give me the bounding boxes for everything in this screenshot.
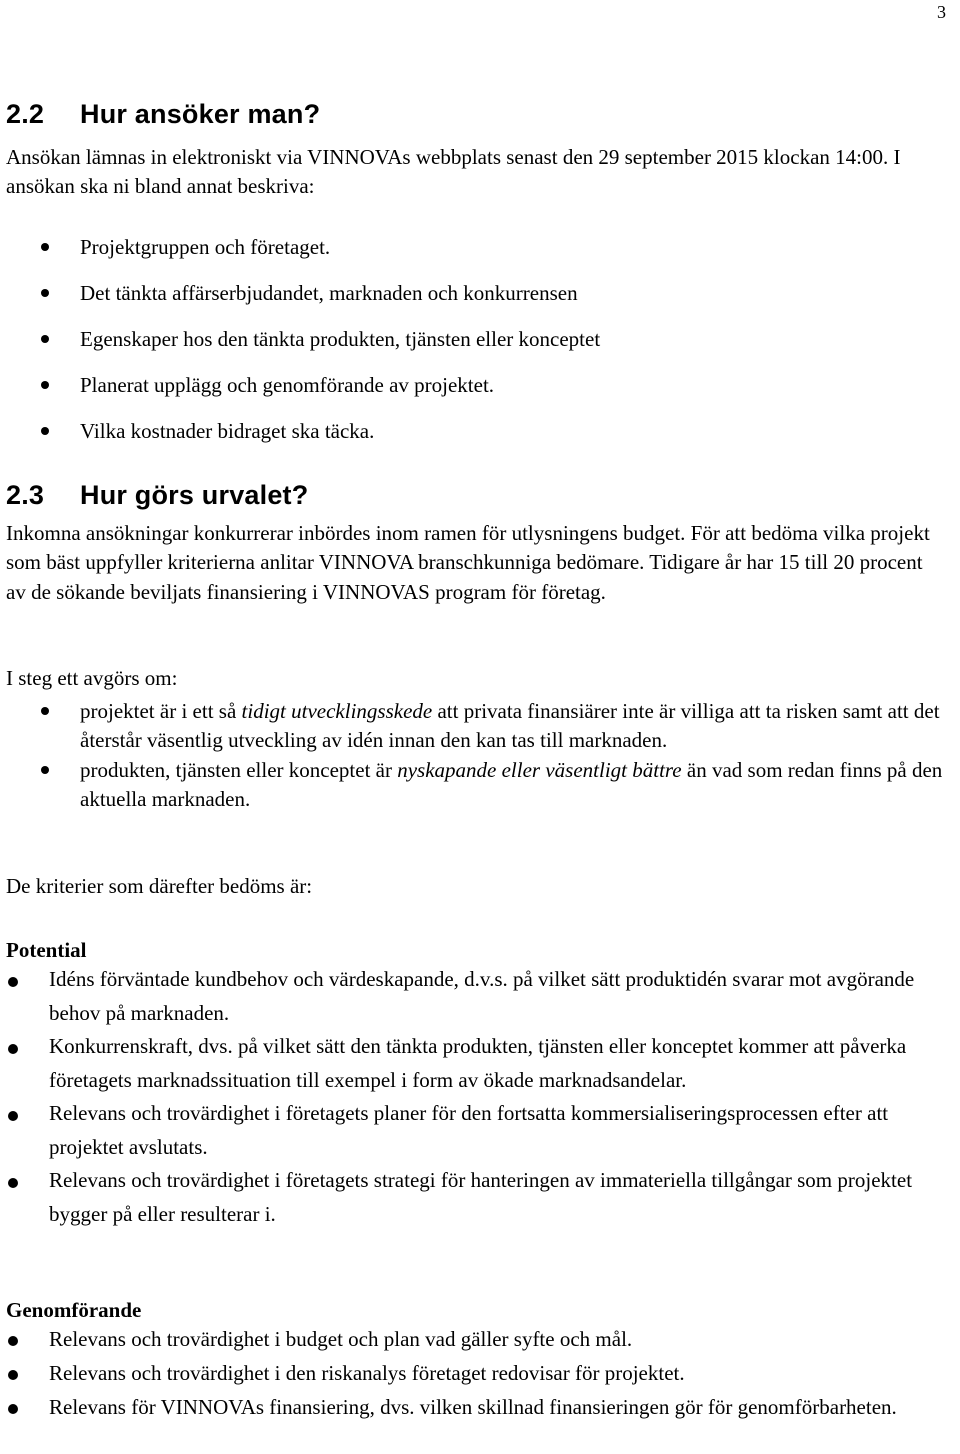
bullet-icon <box>41 381 49 389</box>
bullet-icon <box>41 243 49 251</box>
bullet-icon <box>8 1178 18 1188</box>
list-item-text: Relevans och trovärdighet i den riskanalys företaget redovisar för projektet. <box>49 1361 685 1385</box>
bullet-icon <box>8 977 18 987</box>
section-number: 2.2 <box>6 99 45 129</box>
list-item-text: Egenskaper hos den tänkta produkten, tjänsten eller konceptet <box>80 327 601 351</box>
bullet-icon <box>8 1111 18 1121</box>
page-number: 3 <box>937 2 946 22</box>
item-text: produkten, tjänsten eller konceptet är <box>80 758 398 782</box>
section-2-3-intro: Inkomna ansökningar konkurrerar inbördes inom ramen för utlysningens budget. För att bedöma vilka projekt som bäst uppfyller kriterierna anlitar VINNOVA branschkunniga bedömare. Tidigare år har 15 till 20 procent av de sökande beviljats finansiering i VINNOVAS program för företag. <box>6 521 930 604</box>
list-item <box>0 963 946 1030</box>
bullet-icon <box>41 289 49 297</box>
list-item <box>0 1030 946 1097</box>
list-item-text: Planerat upplägg och genomförande av projektet. <box>80 373 495 397</box>
list-item-text: Det tänkta affärserbjudandet, marknaden och konkurrensen <box>80 281 578 305</box>
bullet-icon <box>8 1404 18 1414</box>
bullet-icon <box>8 1370 18 1380</box>
genomforande-heading: Genomförande <box>6 1298 142 1322</box>
list-item <box>0 270 946 316</box>
item-emphasis: tidigt utvecklingsskede <box>241 699 433 723</box>
section-number: 2.3 <box>6 480 45 510</box>
list-item <box>0 1390 946 1424</box>
section-title: Hur ansöker man? <box>80 99 321 129</box>
bullet-icon <box>41 427 49 435</box>
section-2-3-heading <box>6 480 308 511</box>
list-item-text: Relevans för VINNOVAs finansiering, dvs. vilken skillnad finansieringen gör för genomförbarheten. <box>49 1395 897 1419</box>
step-one-list <box>0 697 946 814</box>
list-item <box>0 316 946 362</box>
list-item <box>0 224 946 270</box>
list-item-text: Idéns förväntade kundbehov och värdeskapande, d.v.s. på vilket sätt produktidén svarar mot avgörande behov på marknaden. <box>49 967 915 1025</box>
bullet-icon <box>41 707 49 715</box>
item-text: än vad som redan finns på den aktuella marknaden. <box>80 758 943 811</box>
list-item-text: Relevans och trovärdighet i företagets strategi för hanteringen av immateriella tillgångar som projektet bygger på eller resulterar i. <box>49 1168 913 1226</box>
list-item <box>0 1356 946 1390</box>
list-item <box>0 697 946 755</box>
item-text: att privata finansiärer inte är villiga att ta risken samt att det återstår väsentlig utveckling av idén innan den kan tas till marknaden. <box>80 699 940 752</box>
list-item <box>0 408 946 454</box>
list-item-text: Konkurrenskraft, dvs. på vilket sätt den tänkta produkten, tjänsten eller konceptet kommer att påverka företagets marknadssituation till exempel i form av ökade marknadsandelar. <box>49 1034 907 1092</box>
list-item <box>0 1164 946 1231</box>
list-item-text: Vilka kostnader bidraget ska täcka. <box>80 419 375 443</box>
list-item <box>0 1097 946 1164</box>
section-2-2-heading <box>6 99 320 130</box>
section-2-2-intro: Ansökan lämnas in elektroniskt via VINNOVAs webbplats senast den 29 september 2015 klockan 14:00. I ansökan ska ni bland annat beskriva: <box>6 145 901 198</box>
criteria-intro: De kriterier som därefter bedöms är: <box>6 874 313 898</box>
item-text: projektet är i ett så <box>80 699 242 723</box>
item-emphasis: nyskapande eller väsentligt bättre <box>397 758 682 782</box>
list-item-text: Projektgruppen och företaget. <box>80 235 331 259</box>
bullet-icon <box>8 1044 18 1054</box>
bullet-icon <box>41 335 49 343</box>
bullet-icon <box>8 1336 18 1346</box>
application-contents-list <box>0 224 946 454</box>
section-title: Hur görs urvalet? <box>80 480 309 510</box>
bullet-icon <box>41 766 49 774</box>
potential-heading: Potential <box>6 938 87 962</box>
step-one-label: I steg ett avgörs om: <box>6 666 178 690</box>
potential-list <box>0 963 946 1231</box>
list-item-text: Relevans och trovärdighet i budget och plan vad gäller syfte och mål. <box>49 1327 633 1351</box>
list-item <box>0 362 946 408</box>
list-item <box>0 1322 946 1356</box>
genomforande-list <box>0 1322 946 1424</box>
list-item <box>0 756 946 814</box>
list-item-text: Relevans och trovärdighet i företagets planer för den fortsatta kommersialiseringsprocessen efter att projektet avslutats. <box>49 1101 889 1159</box>
